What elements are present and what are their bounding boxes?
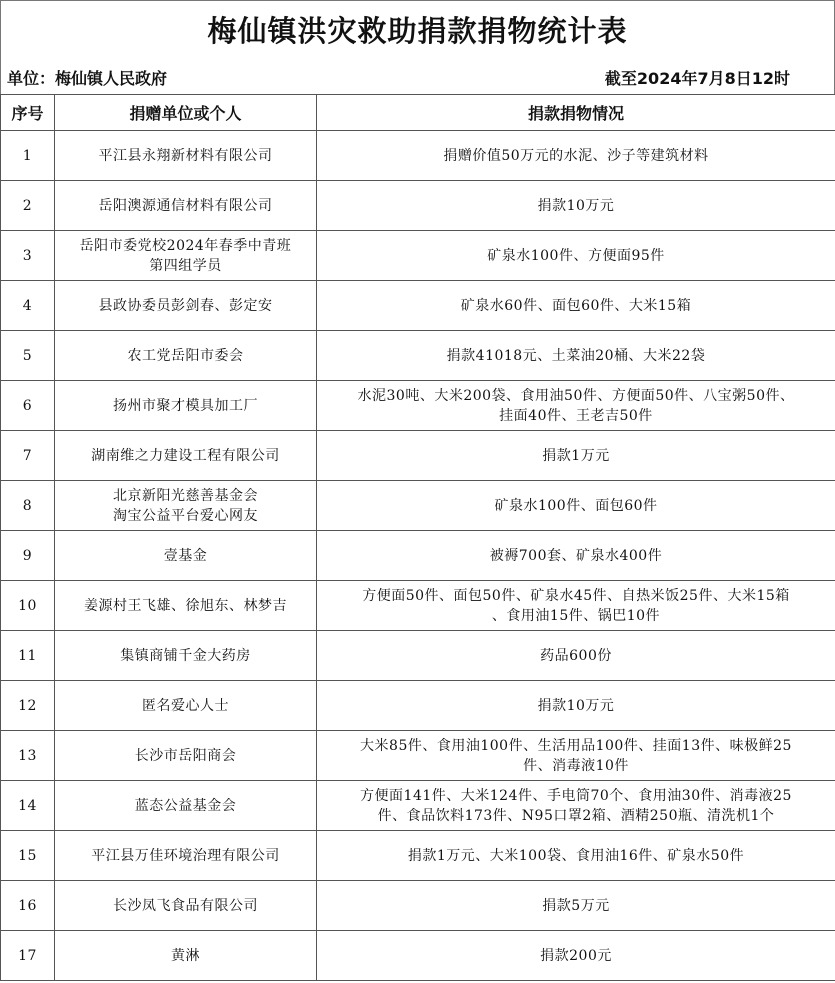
cell-detail: 捐赠价值50万元的水泥、沙子等建筑材料 [317,131,835,181]
table-row [1,531,835,581]
cell-detail: 捐款10万元 [317,181,835,231]
table-row [1,631,835,681]
cell-detail: 矿泉水100件、面包60件 [317,481,835,531]
date-label: 截至2024年7月8日12时 [604,69,790,88]
cell-no: 11 [1,631,55,681]
cell-donor: 蓝态公益基金会 [55,781,317,831]
table-row [1,431,835,481]
cell-no: 6 [1,381,55,431]
cell-detail: 矿泉水60件、面包60件、大米15箱 [317,281,835,331]
cell-donor: 农工党岳阳市委会 [55,331,317,381]
cell-no: 8 [1,481,55,531]
table-header-row [1,95,835,131]
table-row [1,881,835,931]
cell-no: 13 [1,731,55,781]
cell-no: 10 [1,581,55,631]
table-row [1,231,835,281]
cell-detail: 捐款200元 [317,931,835,981]
table-row [1,781,835,831]
table-row [1,681,835,731]
cell-detail: 捐款10万元 [317,681,835,731]
cell-donor: 长沙市岳阳商会 [55,731,317,781]
cell-no: 5 [1,331,55,381]
table-row [1,331,835,381]
cell-donor: 湖南维之力建设工程有限公司 [55,431,317,481]
cell-no: 7 [1,431,55,481]
cell-detail: 水泥30吨、大米200袋、食用油50件、方便面50件、八宝粥50件、 挂面40件、王老吉50件 [317,381,835,431]
cell-donor: 平江县万佳环境治理有限公司 [55,831,317,881]
cell-donor: 县政协委员彭剑春、彭定安 [55,281,317,331]
header-donor: 捐赠单位或个人 [55,95,317,131]
table-row [1,831,835,881]
cell-no: 14 [1,781,55,831]
unit-label: 单位：梅仙镇人民政府 [7,69,168,88]
cell-detail: 药品600份 [317,631,835,681]
table-row [1,731,835,781]
table-row [1,381,835,431]
cell-detail: 方便面141件、大米124件、手电筒70个、食用油30件、消毒液25 件、食品饮料173件、N95口罩2箱、酒精250瓶、清洗机1个 [317,781,835,831]
cell-donor: 长沙凤飞食品有限公司 [55,881,317,931]
cell-no: 3 [1,231,55,281]
cell-donor: 匿名爱心人士 [55,681,317,731]
cell-no: 4 [1,281,55,331]
cell-donor: 黄淋 [55,931,317,981]
cell-detail: 大米85件、食用油100件、生活用品100件、挂面13件、味极鲜25 件、消毒液10件 [317,731,835,781]
cell-no: 9 [1,531,55,581]
cell-no: 15 [1,831,55,881]
cell-detail: 方便面50件、面包50件、矿泉水45件、自热米饭25件、大米15箱 、食用油15件、锅巴10件 [317,581,835,631]
cell-donor: 姜源村王飞雄、徐旭东、林梦吉 [55,581,317,631]
cell-detail: 被褥700套、矿泉水400件 [317,531,835,581]
table-row [1,581,835,631]
table-row [1,481,835,531]
cell-donor: 北京新阳光慈善基金会 淘宝公益平台爱心网友 [55,481,317,531]
table-row [1,181,835,231]
cell-donor: 集镇商铺千金大药房 [55,631,317,681]
table-row [1,931,835,981]
header-detail: 捐款捐物情况 [317,95,835,131]
header-no: 序号 [1,95,55,131]
cell-no: 12 [1,681,55,731]
table-row [1,131,835,181]
cell-donor: 岳阳澳源通信材料有限公司 [55,181,317,231]
cell-no: 1 [1,131,55,181]
cell-detail: 捐款5万元 [317,881,835,931]
cell-detail: 捐款1万元 [317,431,835,481]
cell-no: 17 [1,931,55,981]
meta-bar [0,58,835,94]
page-title: 梅仙镇洪灾救助捐款捐物统计表 [0,0,835,58]
cell-donor: 岳阳市委党校2024年春季中青班 第四组学员 [55,231,317,281]
cell-donor: 平江县永翔新材料有限公司 [55,131,317,181]
cell-donor: 壹基金 [55,531,317,581]
cell-no: 16 [1,881,55,931]
cell-detail: 捐款41018元、土菜油20桶、大米22袋 [317,331,835,381]
cell-no: 2 [1,181,55,231]
donation-table [0,94,835,981]
table-row [1,281,835,331]
cell-donor: 扬州市聚才模具加工厂 [55,381,317,431]
cell-detail: 矿泉水100件、方便面95件 [317,231,835,281]
cell-detail: 捐款1万元、大米100袋、食用油16件、矿泉水50件 [317,831,835,881]
